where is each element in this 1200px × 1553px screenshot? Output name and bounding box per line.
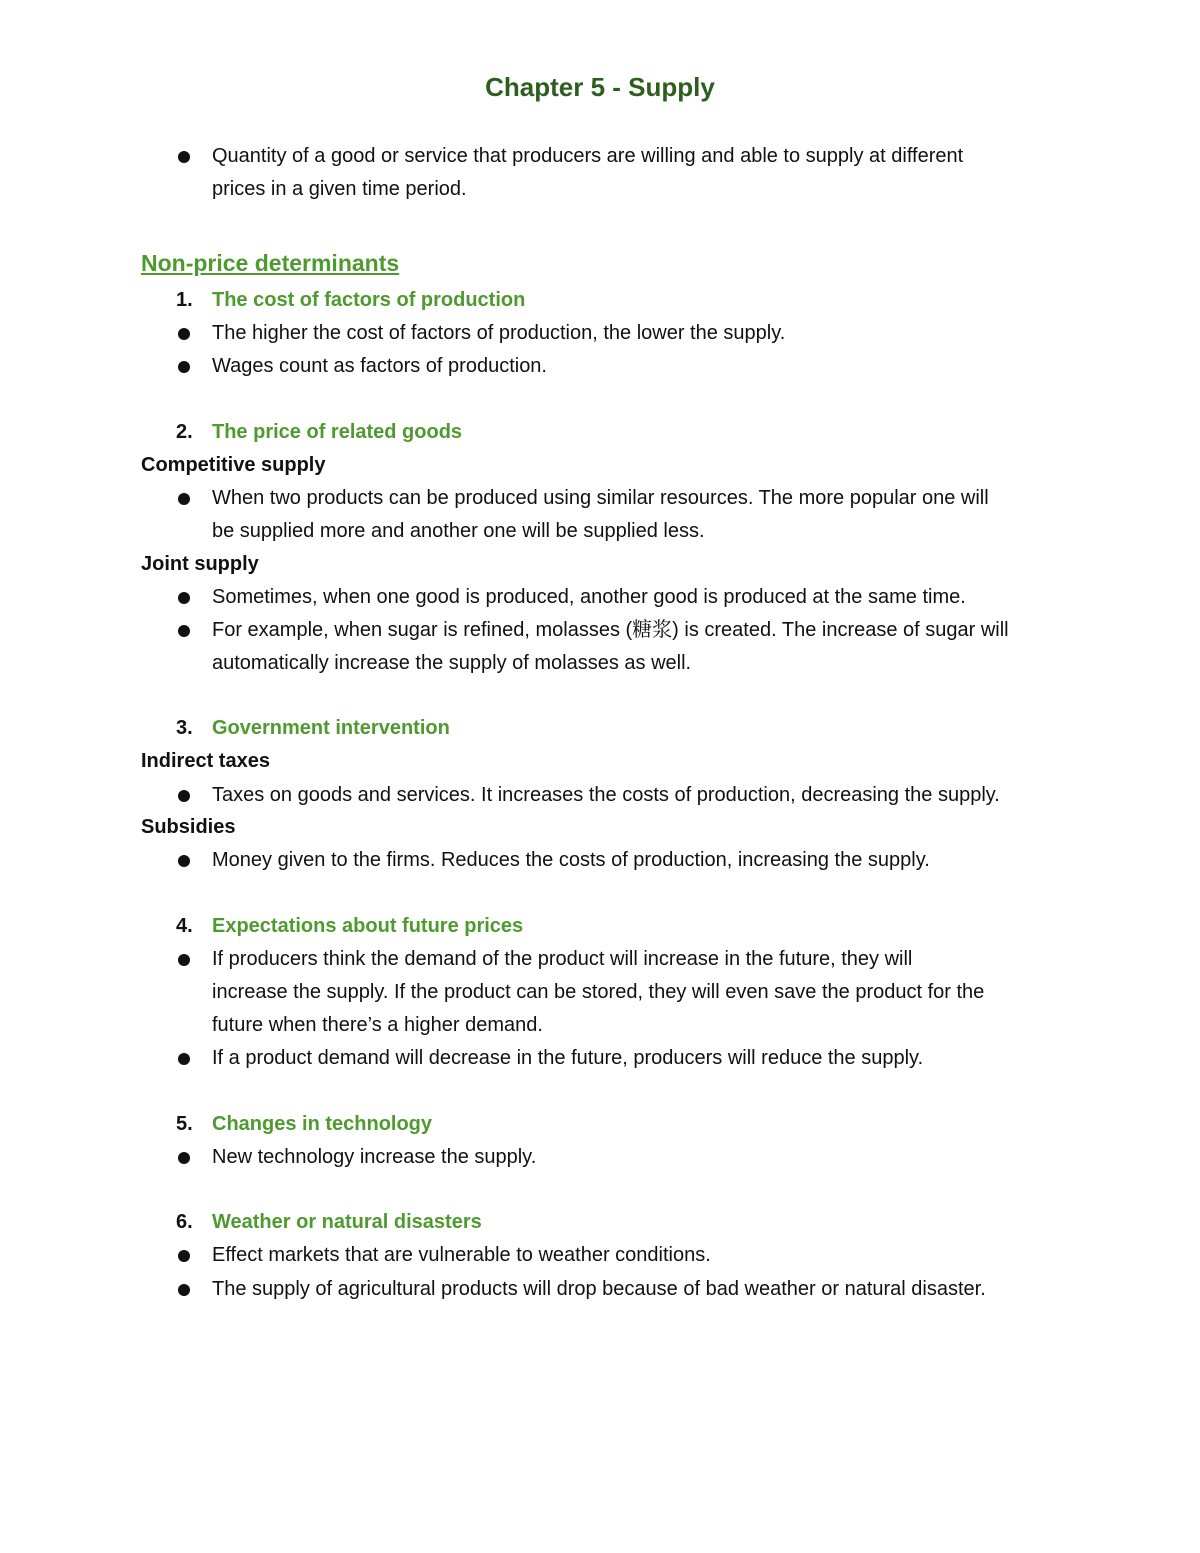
bullet-text: Money given to the firms. Reduces the costs of production, increasing the supply.	[212, 849, 930, 871]
item-number: 3.	[176, 717, 193, 739]
bullet-text: If producers think the demand of the product will increase in the future, they will	[212, 948, 913, 970]
item-number: 1.	[176, 289, 193, 311]
bullet-icon	[178, 328, 190, 340]
bullet-text: For example, when sugar is refined, molasses (糖浆) is created. The increase of sugar will	[212, 619, 1009, 641]
bullet-text: automatically increase the supply of molasses as well.	[212, 652, 692, 674]
bullet-icon	[178, 493, 190, 505]
determinant-heading: The cost of factors of production	[212, 289, 526, 311]
bullet-text: Sometimes, when one good is produced, another good is produced at the same time.	[212, 586, 966, 608]
item-number: 6.	[176, 1211, 193, 1233]
determinant-heading: Expectations about future prices	[212, 915, 524, 937]
bullet-text: Wages count as factors of production.	[212, 355, 547, 377]
bullet-icon	[178, 790, 190, 802]
bullet-icon	[178, 1152, 190, 1164]
bullet-text: The supply of agricultural products will drop because of bad weather or natural disaster.	[212, 1278, 986, 1300]
bullet-icon	[178, 151, 190, 163]
section-heading: Non-price determinants	[141, 250, 400, 276]
bullet-text: Effect markets that are vulnerable to weather conditions.	[212, 1244, 711, 1266]
bullet-text: New technology increase the supply.	[212, 1146, 537, 1168]
definition-line: prices in a given time period.	[212, 178, 467, 200]
bullet-text: future when there’s a higher demand.	[212, 1014, 543, 1036]
bullet-text: increase the supply. If the product can be stored, they will even save the product for the	[212, 981, 985, 1003]
subheading: Indirect taxes	[141, 750, 270, 772]
item-number: 2.	[176, 421, 193, 443]
item-number: 5.	[176, 1113, 193, 1135]
determinant-heading: The price of related goods	[212, 421, 463, 443]
item-number: 4.	[176, 915, 193, 937]
bullet-icon	[178, 592, 190, 604]
bullet-text: The higher the cost of factors of production, the lower the supply.	[212, 322, 786, 344]
bullet-icon	[178, 954, 190, 966]
determinant-heading: Government intervention	[212, 717, 450, 739]
page-title: Chapter 5 - Supply	[485, 72, 715, 102]
bullet-icon	[178, 361, 190, 373]
determinant-heading: Weather or natural disasters	[212, 1211, 482, 1233]
bullet-text: When two products can be produced using similar resources. The more popular one will	[212, 487, 989, 509]
determinant-heading: Changes in technology	[212, 1113, 433, 1135]
bullet-icon	[178, 625, 190, 637]
subheading: Joint supply	[141, 553, 259, 575]
bullet-text: If a product demand will decrease in the future, producers will reduce the supply.	[212, 1047, 924, 1069]
bullet-icon	[178, 1053, 190, 1065]
subheading: Competitive supply	[141, 454, 326, 476]
bullet-icon	[178, 1250, 190, 1262]
bullet-icon	[178, 1284, 190, 1296]
definition-line: Quantity of a good or service that producers are willing and able to supply at different	[212, 145, 964, 167]
bullet-text: Taxes on goods and services. It increases the costs of production, decreasing the supply.	[212, 784, 1000, 806]
subheading: Subsidies	[141, 816, 236, 838]
bullet-icon	[178, 855, 190, 867]
bullet-text: be supplied more and another one will be supplied less.	[212, 520, 705, 542]
